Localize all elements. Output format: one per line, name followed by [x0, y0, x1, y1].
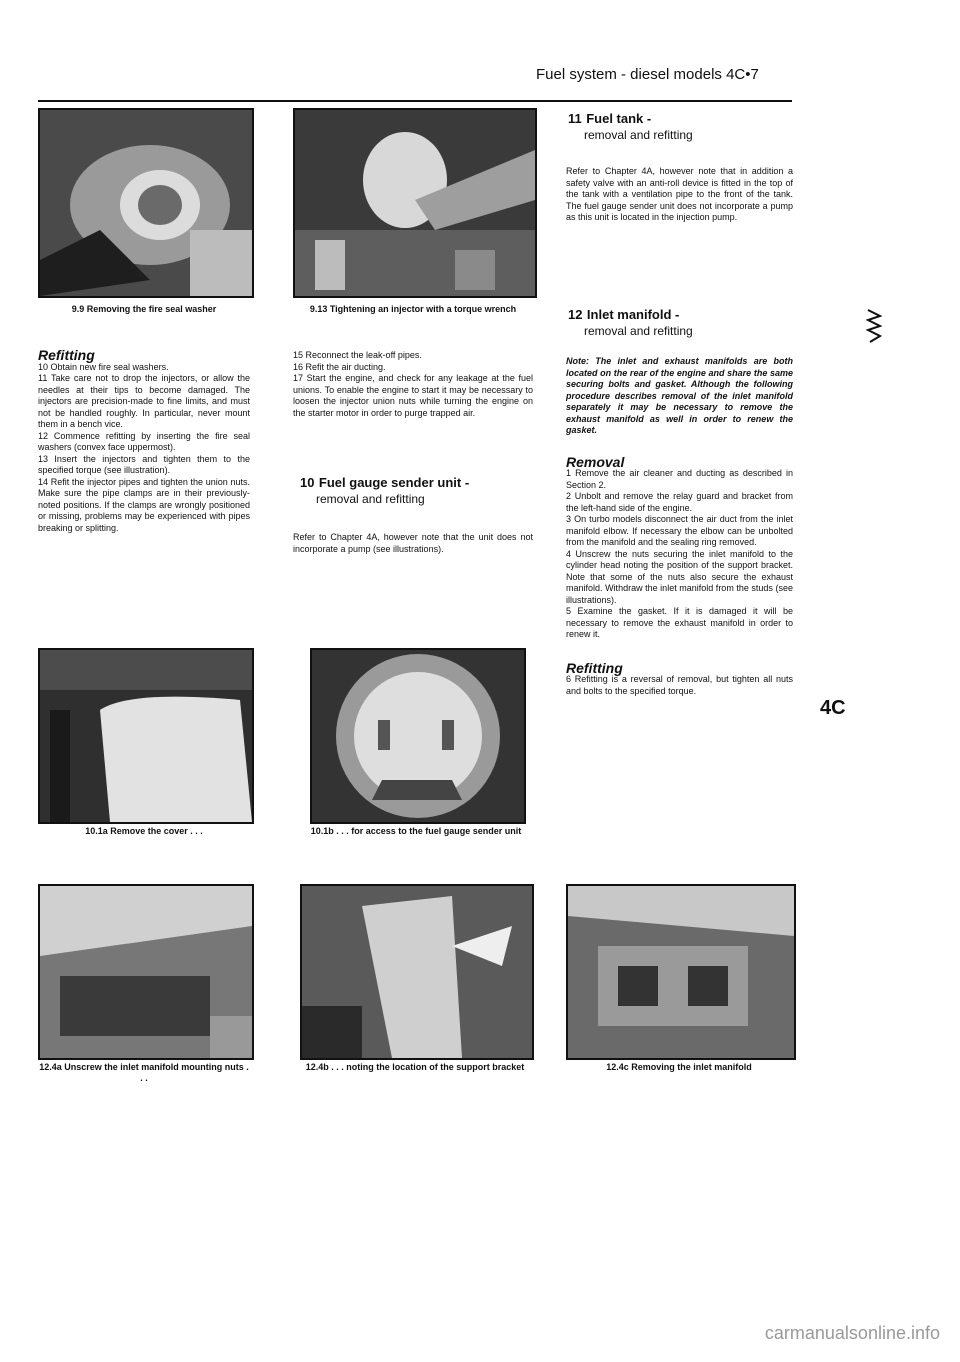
section-10-body	[293, 532, 533, 555]
photo-12-4a-image	[40, 886, 252, 1058]
step-11: 11 Take care not to drop the injectors, or allow the needles at their tips to become damaged. The injectors are precision-made to fine limits, and must not be handled roughly. In particular, never mount them in a bench vice.	[38, 373, 250, 429]
section-12-subtitle: removal and refitting	[584, 324, 693, 338]
photo-9-13	[293, 108, 537, 298]
watermark[interactable]: carmanualsonline.info	[764, 1323, 940, 1343]
photo-9-9-image	[40, 110, 252, 296]
removal-step-5: 5 Examine the gasket. If it is damaged it will be necessary to remove the exhaust manifold in order to renew it.	[566, 606, 793, 639]
section-11-text: Refer to Chapter 4A, however note that in addition a safety valve with an anti-roll device is fitted in the top of the tank with a ventilation pipe to the front of the tank. The fuel gauge sender unit does not incorporate a pump as this unit is located in the injection pump.	[566, 166, 793, 222]
refitting-step-6: 6 Refitting is a reversal of removal, but tighten all nuts and bolts to the specified torque.	[566, 674, 793, 696]
caption-10-1b: 10.1b . . . for access to the fuel gauge sender unit	[310, 826, 522, 836]
photo-9-13-image	[295, 110, 535, 296]
refitting-heading: Refitting	[38, 347, 95, 363]
step-14: 14 Refit the injector pipes and tighten the union nuts. Make sure the pipe clamps are in their previously-noted positions. If the clamps are wrongly positioned or missing, problems may be experienced with pipes breaking or splitting.	[38, 476, 250, 533]
photo-10-1b	[310, 648, 526, 824]
removal-step-2: 2 Unbolt and remove the relay guard and bracket from the left-hand side of the engine.	[566, 491, 793, 513]
caption-10-1a: 10.1a Remove the cover . . .	[85, 826, 203, 836]
difficulty-icon	[866, 306, 882, 344]
section-12-number: 12	[568, 307, 583, 322]
step-12: 12 Commence refitting by inserting the fire seal washers (convex face uppermost).	[38, 430, 250, 452]
removal-step-4: 4 Unscrew the nuts securing the inlet manifold to the cylinder head noting the position of the support bracket. Note that some of the nuts also secure the exhaust manifold. Withdraw the inlet manifold from the studs (see illustrations).	[566, 548, 793, 605]
photo-10-1a	[38, 648, 254, 824]
removal-heading: Removal	[566, 453, 625, 470]
caption-12-4a: 12.4a Unscrew the inlet manifold mounting nuts . . .	[39, 1062, 249, 1083]
section-10-subtitle: removal and refitting	[316, 492, 425, 506]
step-10: 10 Obtain new fire seal washers.	[38, 361, 169, 372]
section-11-number: 11	[568, 111, 582, 126]
section-10-title: Fuel gauge sender unit -	[318, 475, 470, 490]
column-3-text	[566, 356, 793, 697]
section-11-subtitle: removal and refitting	[584, 128, 693, 142]
section-12-heading	[568, 306, 793, 338]
photo-12-4b-image	[302, 886, 532, 1058]
caption-9-9: 9.9 Removing the fire seal washer	[71, 304, 217, 314]
note: Note: The inlet and exhaust manifolds are both located on the rear of the engine and share the same securing bolts and gasket. Although the following procedure describes removal of the inlet manifold separately it may be necessary to remove the exhaust manifold as well in order to renew the gasket.	[566, 356, 793, 435]
section-10-text: Refer to Chapter 4A, however note that the unit does not incorporate a pump (see illustrations).	[293, 532, 533, 554]
removal-step-3: 3 On turbo models disconnect the air duct from the inlet manifold elbow. If necessary the elbow can be unbolted from the manifold and the sealing ring removed.	[566, 514, 793, 547]
section-10-number: 10	[300, 475, 315, 490]
step-15: 15 Reconnect the leak-off pipes.	[293, 350, 422, 360]
column-2-text	[293, 350, 533, 419]
photo-12-4c-image	[568, 886, 794, 1058]
photo-9-9	[38, 108, 254, 298]
step-17: 17 Start the engine, and check for any leakage at the fuel unions. To enable the engine to start it may be necessary to loosen the injector union nuts while turning the engine on the starter motor in order to purge trapped air.	[293, 373, 533, 418]
photo-12-4c	[566, 884, 796, 1060]
column-1-text	[38, 347, 250, 534]
caption-12-4c: 12.4c Removing the inlet manifold	[606, 1062, 752, 1072]
step-16: 16 Refit the air ducting.	[293, 361, 386, 372]
caption-12-4b: 12.4b . . . noting the location of the support bracket	[305, 1062, 525, 1072]
header-rule	[38, 100, 792, 102]
section-10-heading	[300, 474, 532, 506]
chapter-tab: 4C	[820, 697, 846, 719]
photo-10-1a-image	[40, 650, 252, 822]
caption-9-13: 9.13 Tightening an injector with a torque wrench	[309, 304, 517, 314]
refitting-heading-2: Refitting	[566, 659, 623, 676]
section-11-heading	[568, 110, 793, 142]
removal-step-1: 1 Remove the air cleaner and ducting as described in Section 2.	[566, 468, 793, 490]
photo-12-4a	[38, 884, 254, 1060]
section-11-body	[566, 166, 793, 224]
photo-10-1b-image	[312, 650, 524, 822]
photo-12-4b	[300, 884, 534, 1060]
section-12-title: Inlet manifold -	[586, 307, 680, 322]
step-13: 13 Insert the injectors and tighten them to the specified torque (see illustration).	[38, 453, 250, 475]
page-header: Fuel system - diesel models 4C•7	[536, 66, 759, 83]
section-11-title: Fuel tank -	[586, 111, 652, 126]
